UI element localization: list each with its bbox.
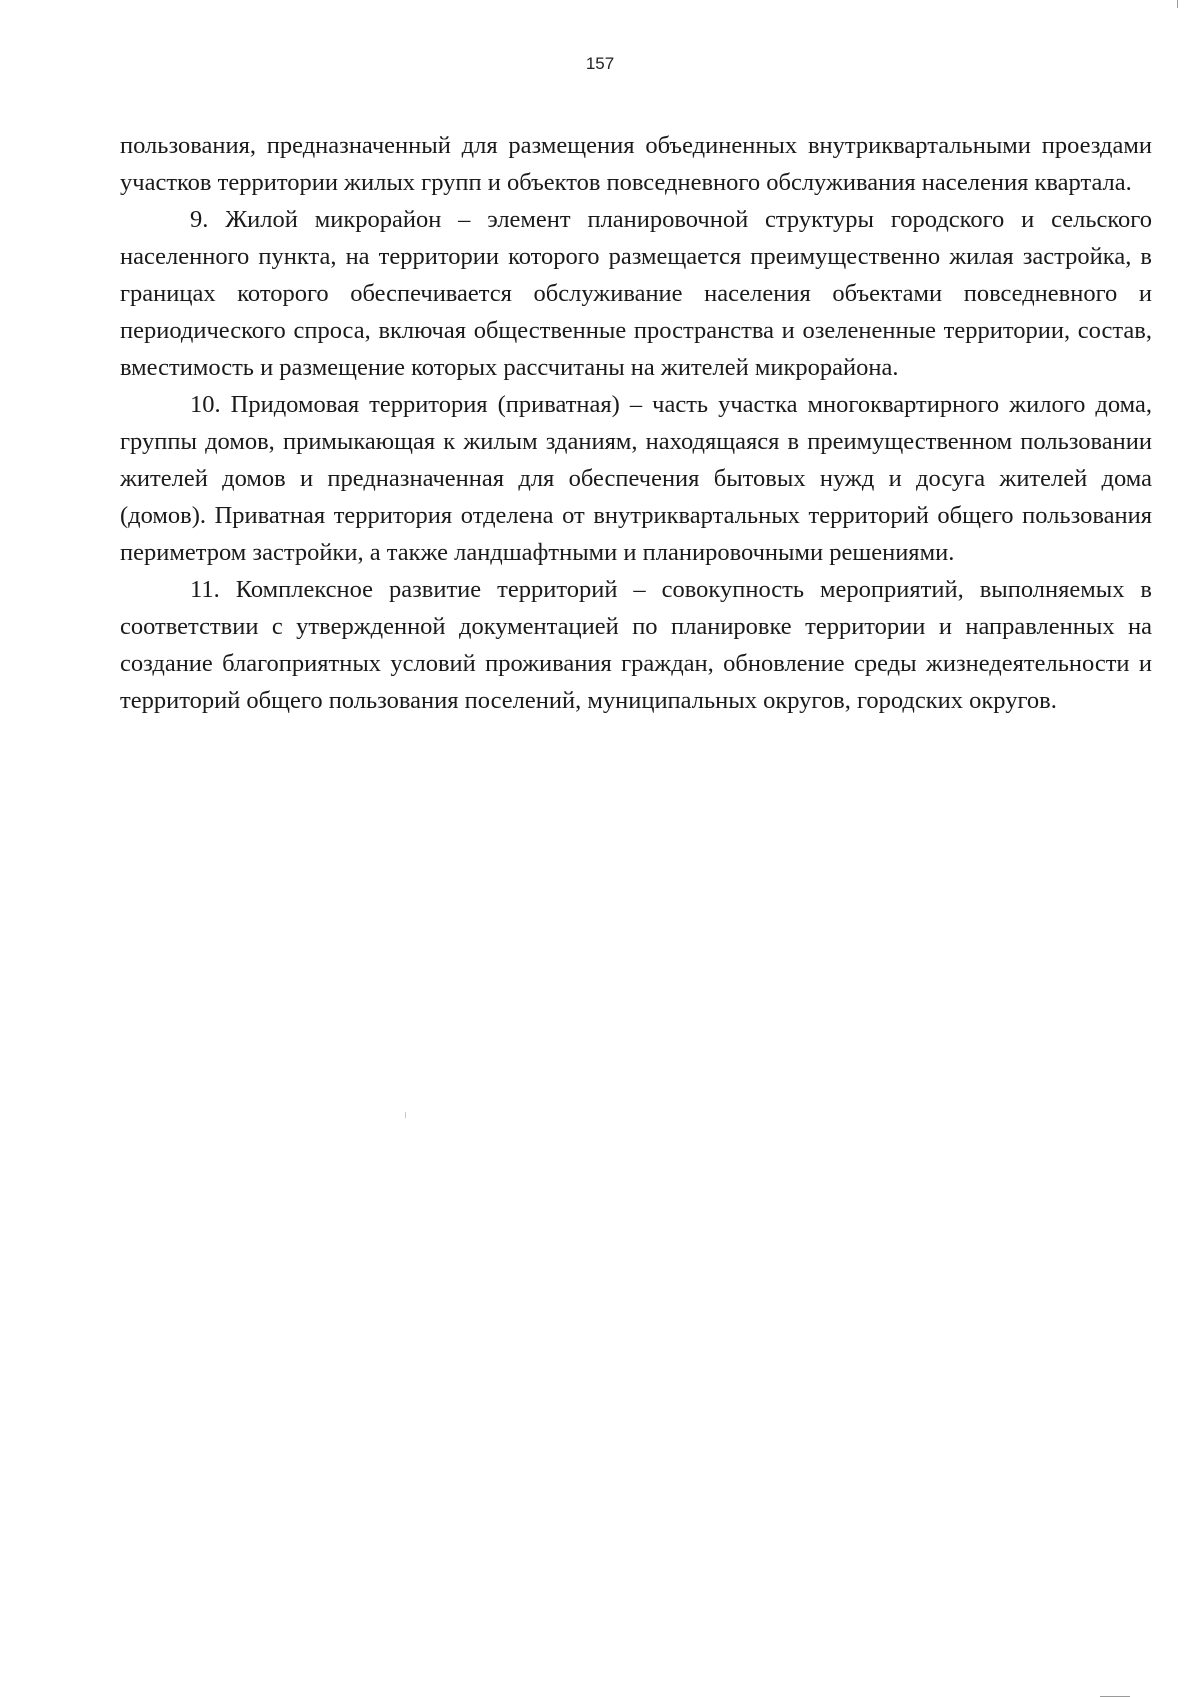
paragraph-continuation: пользования, предназначенный для размещения объединенных внутриквартальными проездами участков территории жилых групп и объектов повседневного обслуживания населения квартала. — [120, 132, 1152, 196]
scan-artifact-mark — [405, 1112, 406, 1118]
document-body — [120, 127, 1152, 719]
scan-artifact-mark — [1177, 0, 1178, 8]
paragraph-item-9: 9. Жилой микрорайон – элемент планировочной структуры городского и сельского населенного пункта, на территории которого размещается преимущественно жилая застройка, в границах которого обеспечивается обслуживание населения объектами повседневного и периодического спроса, включая общественные пространства и озелененные территории, состав, вместимость и размещение которых рассчитаны на жителей микрорайона. — [120, 206, 1152, 381]
page-number: 157 — [585, 54, 615, 73]
paragraph-item-11: 11. Комплексное развитие территорий – совокупность мероприятий, выполняемых в соответствии с утвержденной документацией по планировке территории и направленных на создание благоприятных условий проживания граждан, обновление среды жизнедеятельности и территорий общего пользования поселений, муниципальных округов, городских округов. — [120, 576, 1152, 714]
paragraph-item-10: 10. Придомовая территория (приватная) – часть участка многоквартирного жилого дома, группы домов, примыкающая к жилым зданиям, находящаяся в преимущественном пользовании жителей домов и предназначенная для обеспечения бытовых нужд и досуга жителей дома (домов). Приватная территория отделена от внутриквартальных территорий общего пользования периметром застройки, а также ландшафтными и планировочными решениями. — [120, 391, 1152, 566]
